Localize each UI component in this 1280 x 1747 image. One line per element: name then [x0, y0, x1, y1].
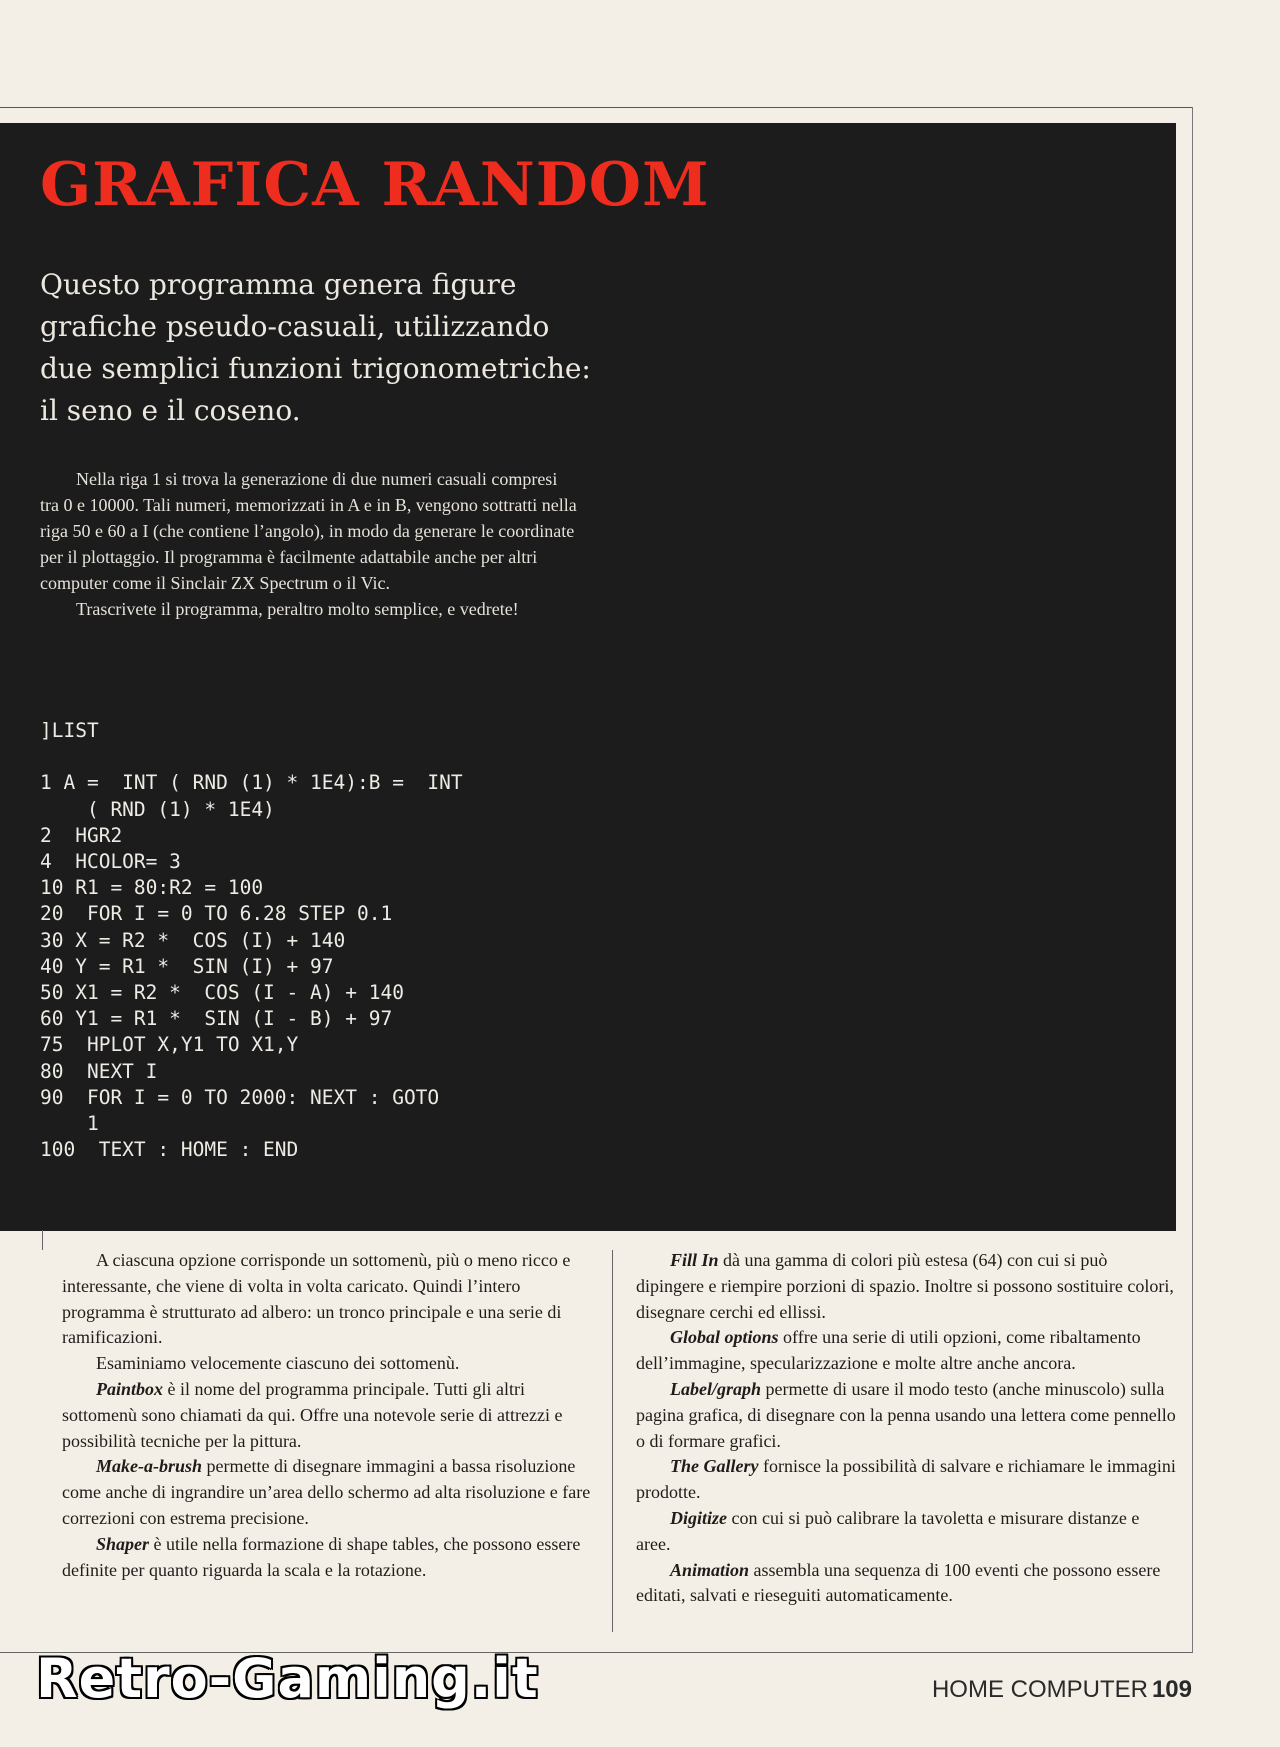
body-paragraph: Trascrivete il programma, peraltro molto semplice, e vedrete! — [76, 599, 519, 619]
global-options-text: offre una serie di utili opzioni, come ribaltamento dell’immagine, specularizzazione e molte altre anche ancora. — [636, 1327, 1141, 1374]
left-paragraph: Esaminiamo velocemente ciascuno dei sottomenù. — [96, 1353, 460, 1374]
global-options-term: Global options — [670, 1327, 779, 1348]
right-column — [636, 1248, 1176, 1609]
magazine-name: HOME COMPUTER — [931, 1676, 1148, 1703]
animation-text: assembla una sequenza di 100 eventi che possono essere editati, salvati e rieseguiti automaticamente. — [636, 1559, 1161, 1606]
page-number: 109 — [1151, 1676, 1192, 1703]
shaper-paragraph — [62, 1532, 592, 1584]
digitize-text: con cui si può calibrare la tavoletta e misurare distanze e aree. — [636, 1507, 1140, 1554]
frame-top-rule — [0, 107, 1193, 108]
animation-term: Animation — [670, 1559, 750, 1580]
fillin-paragraph — [636, 1248, 1176, 1325]
left-paragraph: A ciascuna opzione corrisponde un sottomenù, più o meno ricco e interessante, che viene di volta in volta caricato. Quindi l’intero programma è strutturato ad albero: un tronco principale e una serie di ramificazioni. — [62, 1250, 571, 1348]
fillin-term: Fill In — [670, 1250, 719, 1270]
paintbox-text: è il nome del programma principale. Tutti gli altri sottomenù sono chiamati da qui. Offre una notevole serie di attrezzi e possibilità tecniche per la pittura. — [62, 1378, 563, 1451]
makebrush-paragraph — [62, 1454, 592, 1531]
body-paragraph: Nella riga 1 si trova la generazione di due numeri casuali compresi tra 0 e 10000. Tali numeri, memorizzati in A e in B, vengono sottratti nella riga 50 e 60 a I (che contiene l’angolo), in modo da generare le coordinate per il plottaggio. Il programma è facilmente adattabile anche per altri computer come il Sinclair ZX Spectrum o il Vic. — [40, 469, 577, 593]
paintbox-paragraph — [62, 1377, 592, 1454]
frame-right-rule — [1192, 107, 1193, 1652]
article-intro: Questo programma genera figure grafiche pseudo-casuali, utilizzando due semplici funzioni trigonometriche: il seno e il coseno. — [40, 268, 591, 427]
label-graph-text: permette di usare il modo testo (anche minuscolo) sulla pagina grafica, di disegnare con la penna usando una lettera come pennello o di formare grafici. — [636, 1378, 1176, 1451]
makebrush-text: permette di disegnare immagini a bassa risoluzione come anche di ingrandire un’area dello schermo ad alta risoluzione e fare correzioni con estrema precisione. — [62, 1456, 591, 1528]
digitize-term: Digitize — [670, 1507, 727, 1528]
makebrush-term: Make-a-brush — [96, 1456, 203, 1477]
gallery-paragraph — [636, 1454, 1176, 1506]
watermark-logo: Retro-Gaming.it — [36, 1647, 539, 1710]
article-body — [40, 466, 580, 622]
column-corner-rule — [42, 1230, 43, 1250]
global-options-paragraph — [636, 1325, 1176, 1377]
page-footer — [932, 1676, 1192, 1704]
shaper-term: Shaper — [96, 1533, 150, 1554]
label-graph-term: Label/graph — [670, 1378, 762, 1399]
column-divider — [612, 1250, 613, 1632]
article-title: GRAFICA RANDOM — [40, 150, 710, 220]
label-graph-paragraph — [636, 1377, 1176, 1454]
fillin-text: dà una gamma di colori più estesa (64) con cui si può dipingere e riempire porzioni di spazio. Inoltre si possono sostituire colori, disegnare cerchi ed ellissi. — [636, 1250, 1174, 1322]
left-column — [62, 1248, 592, 1583]
shaper-text: è utile nella formazione di shape tables, che possono essere definite per quanto riguarda la scala e la rotazione. — [62, 1533, 581, 1580]
gallery-text: fornisce la possibilità di salvare e richiamare le immagini prodotte. — [636, 1456, 1176, 1503]
paintbox-term: Paintbox — [96, 1378, 164, 1399]
basic-program-listing: ]LIST 1 A = INT ( RND (1) * 1E4):B = INT ( RND (1) * 1E4) 2 HGR2 4 HCOLOR= 3 10 R1 = 80:R2 = 100 20 FOR I = 0 TO 6.28 STEP 0.1 30 X = R2 * COS (I) + 140 40 Y = R1 * SIN (I) + 97 50 X1 = R2 * COS (I - A) + 140 60 Y1 = R1 * SIN (I - B) + 97 75 HPLOT X,Y1 TO X1,Y 80 NEXT I 90 FOR I = 0 TO 2000: NEXT : GOTO 1 100 TEXT : HOME : END — [40, 719, 463, 1162]
digitize-paragraph — [636, 1506, 1176, 1558]
gallery-term: The Gallery — [670, 1456, 759, 1477]
animation-paragraph — [636, 1558, 1176, 1610]
